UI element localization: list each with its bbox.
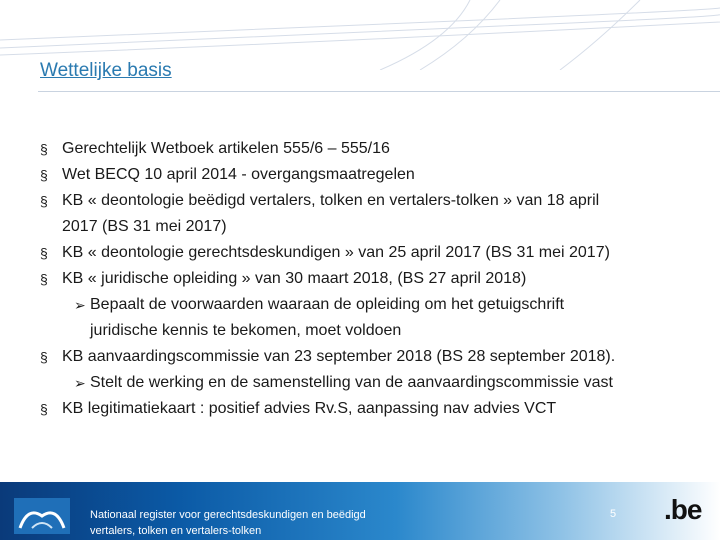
sub-item-text: Bepaalt de voorwaarden waaraan de opleiding om het getuigschrift (90, 296, 565, 313)
page-number: 5 (610, 508, 617, 520)
list-item-text: KB « juridische opleiding » van 30 maart 2018, (BS 27 april 2018) (62, 270, 527, 287)
list-item-text: KB legitimatiekaart : positief advies Rv.S, aanpassing nav advies VCT (62, 400, 557, 417)
list-item (40, 162, 700, 188)
sub-list-item (40, 370, 700, 396)
sub-list-item (40, 292, 700, 344)
list-item (40, 344, 700, 370)
list-item (40, 266, 700, 292)
list-item-text: KB aanvaardingscommissie van 23 september 2018 (BS 28 september 2018). (62, 348, 616, 365)
footer-line-2: vertalers, tolken en vertalers-tolken (90, 525, 262, 537)
list-item-text: Gerechtelijk Wetboek artikelen 555/6 – 555/16 (62, 140, 390, 157)
list-item-text: KB « deontologie beëdigd vertalers, tolken en vertalers-tolken » van 18 april (62, 192, 600, 209)
footer-line-1: Nationaal register voor gerechtsdeskundigen en beëdigd (90, 509, 366, 521)
bullet-list (40, 136, 700, 422)
be-logo: .be (664, 494, 702, 525)
title-divider (38, 91, 720, 92)
list-item-text: Wet BECQ 10 april 2014 - overgangsmaatregelen (62, 166, 415, 183)
list-item (40, 396, 700, 422)
slide-title: Wettelijke basis (40, 60, 172, 81)
list-item (40, 136, 700, 162)
list-item-continuation: 2017 (BS 31 mei 2017) (62, 218, 227, 235)
belgium-emblem-icon (14, 498, 70, 534)
list-item (40, 188, 700, 240)
sub-item-continuation: juridische kennis te bekomen, moet voldoen (90, 322, 402, 339)
footer-caption (90, 507, 450, 539)
list-item-text: KB « deontologie gerechtsdeskundigen » van 25 april 2017 (BS 31 mei 2017) (62, 244, 610, 261)
sub-item-text: Stelt de werking en de samenstelling van de aanvaardingscommissie vast (90, 374, 613, 391)
slide-footer (0, 482, 720, 540)
list-item (40, 240, 700, 266)
